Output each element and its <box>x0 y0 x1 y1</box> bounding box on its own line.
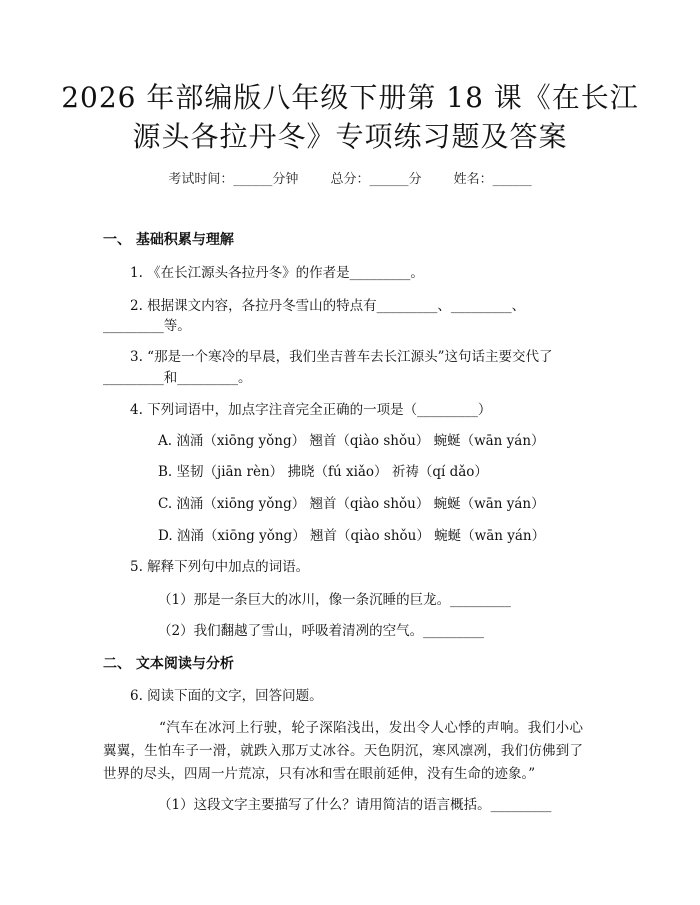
exam-time-field: 考试时间：______分钟 <box>168 172 299 187</box>
question-5-sub-1: （1）那是一条巨大的冰川，像一条沉睡的巨龙。_________ <box>158 592 511 608</box>
question-6-sub-1: （1）这段文字主要描写了什么？请用简洁的语言概括。_________ <box>158 797 552 813</box>
question-4-option-d: D. 汹涌（xiōng yǒng） 翘首（qiào shǒu） 蜿蜒（wān yán） <box>158 528 546 544</box>
question-2-line-1: 2. 根据课文内容，各拉丹冬雪山的特点有_________、_________、 <box>130 298 526 314</box>
question-4-option-b: B. 坚韧（jiān rèn） 拂晓（fú xiǎo） 祈祷（qí dǎo） <box>158 464 488 480</box>
question-4: 4. 下列词语中，加点字注音完全正确的一项是（_________） <box>130 402 492 418</box>
page-title-line-2: 源头各拉丹冬》专项练习题及答案 <box>132 120 568 153</box>
exam-meta <box>0 168 700 187</box>
question-5: 5. 解释下列句中加点的词语。 <box>130 559 310 575</box>
page-title-line-1: 2026 年部编版八年级下册第 18 课《在长江 <box>61 81 639 114</box>
reading-passage: “汽车在冰河上行驶，轮子深陷浅出，发出令人心悸的声响。我们小心翼翼，生怕车子一滑，就跌入那万丈冰谷。天色阴沉，寒风凛冽，我们仿佛到了世界的尽头，四周一片荒凉，只有冰和雪在眼前延伸，没有生命的迹象。” <box>103 720 583 782</box>
question-1: 1. 《在长江源头各拉丹冬》的作者是_________。 <box>130 265 424 281</box>
question-5-sub-2: （2）我们翻越了雪山，呼吸着清冽的空气。_________ <box>158 623 484 639</box>
student-name-field: 姓名：______ <box>453 172 532 187</box>
question-3-line-2: _________和_________。 <box>103 370 252 386</box>
question-4-option-c: C. 汹涌（xiōng yǒng） 翘首（qiào shǒu） 蜿蜒（wān yán） <box>158 496 545 512</box>
section-heading-1: 一、 基础积累与理解 <box>103 232 234 248</box>
question-2-line-2: _________等。 <box>103 318 191 334</box>
question-4-option-a: A. 汹涌（xiōng yǒng） 翘首（qiào shǒu） 蜿蜒（wān yán） <box>158 433 545 449</box>
question-6: 6. 阅读下面的文字，回答问题。 <box>130 688 323 704</box>
question-3-line-1: 3. “那是一个寒冷的早晨，我们坐吉普车去长江源头”这句话主要交代了 <box>130 349 553 365</box>
total-score-field: 总分：______分 <box>330 172 422 187</box>
section-heading-2: 二、 文本阅读与分析 <box>103 656 234 672</box>
